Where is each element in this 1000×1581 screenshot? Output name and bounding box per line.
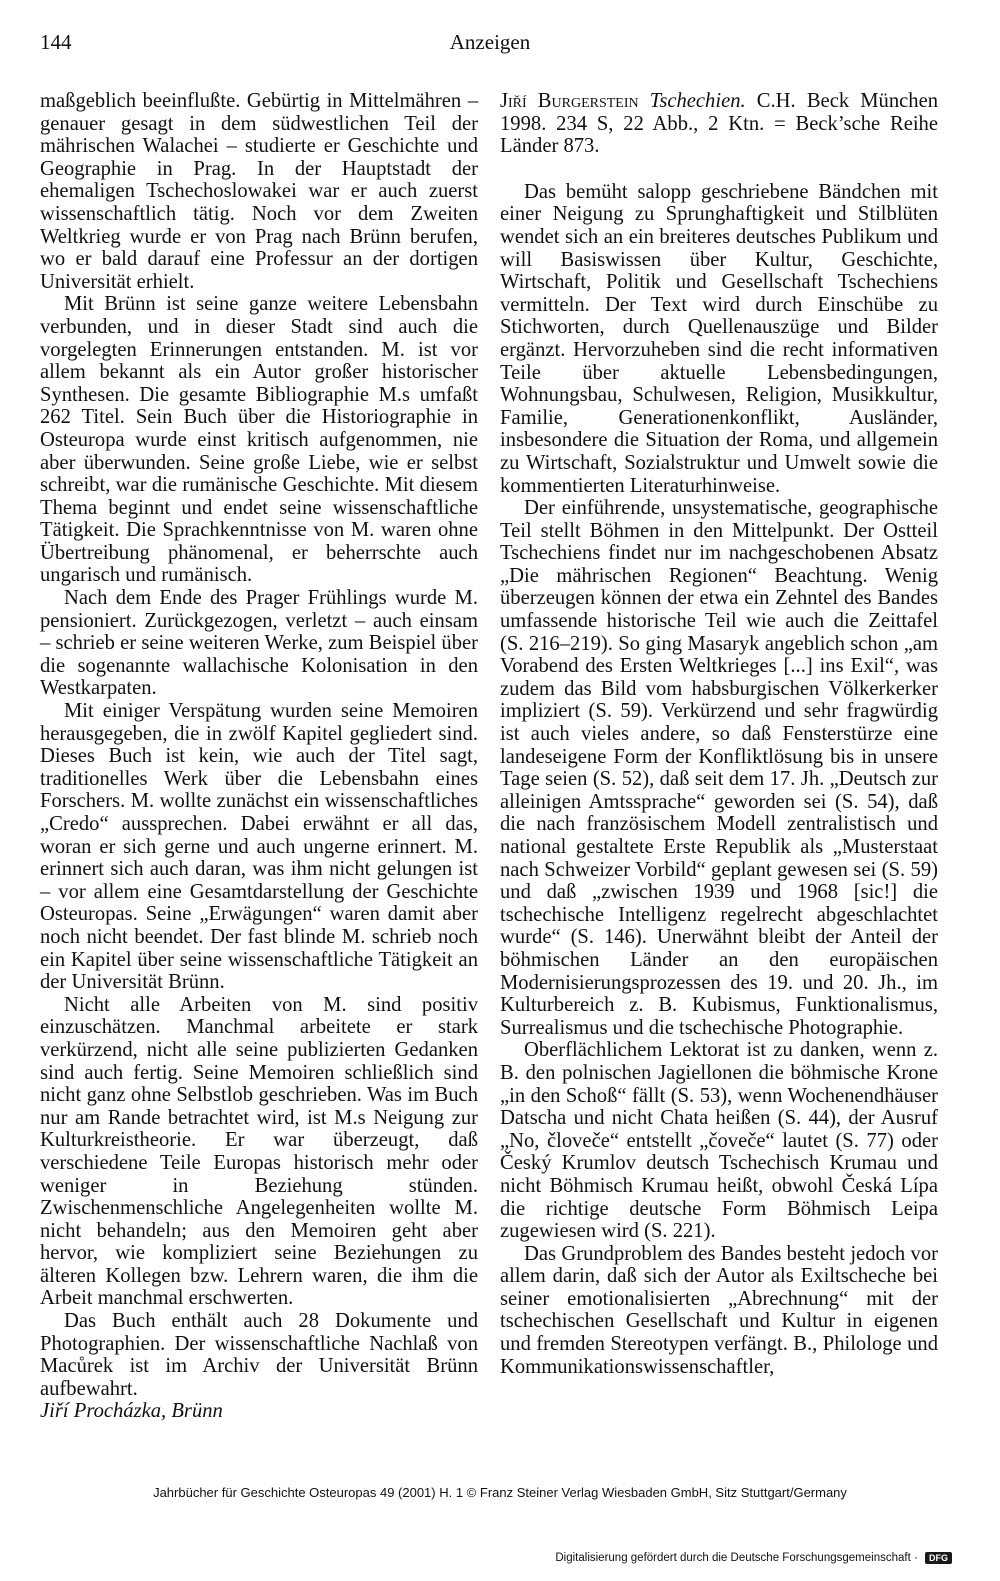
book-author: Jiří Burgerstein (500, 90, 639, 112)
paragraph: Das Buch enthält auch 28 Dokumente und Photographien. Der wissenschaftliche Nachlaß von Macůrek ist im Archiv der Universität Brünn aufbewahrt. (40, 1310, 478, 1400)
journal-citation: Jahrbücher für Geschichte Osteuropas 49 (2001) H. 1 © Franz Steiner Verlag Wiesbaden GmbH, Sitz Stuttgart/Germany (153, 1485, 847, 1500)
right-column (500, 90, 938, 1378)
dfg-logo-icon: DFG (925, 1552, 952, 1564)
book-details: C.H. Beck München 1998. 234 S, 22 Abb., 2 Ktn. = Beck’sche Reihe Länder 873. (500, 90, 939, 158)
paragraph: Oberflächlichem Lektorat ist zu danken, wenn z. B. den polnischen Jagiellonen die böhmische Krone „in den Schoß“ fällt (S. 53), wenn Wochenendhäuser Datscha und nicht Chata heißen (S. 44), der Ausruf „No, človeče“ entstellt „čoveče“ lautet (S. 77) oder Český Krumlov deutsch Tschechisch Krumau und nicht Böhmisch Krumau heißt, obwohl Česká Lípa die richtige deutsche Form Böhmisch Leipa zugewiesen wird (S. 221). (500, 1039, 938, 1243)
review-signature: Jiří Procházka, Brünn (40, 1400, 223, 1423)
running-title: Anzeigen (449, 30, 531, 54)
left-column (40, 90, 478, 1423)
page-number: 144 (40, 30, 72, 54)
paragraph: maßgeblich beeinflußte. Gebürtig in Mittelmähren – genauer gesagt in dem südwestlichen Teil der mährischen Walachei – studierte er Geschichte und Geographie in Prag. In der Hauptstadt der ehemaligen Tschechoslowakei war er auch zuerst wissenschaftlich tätig. Noch vor dem Zweiten Weltkrieg wurde er von Prag nach Brünn berufen, wo er bald darauf eine Professur an der dortigen Universität erhielt. (40, 90, 478, 293)
paragraph: Das bemüht salopp geschriebene Bändchen mit einer Neigung zu Sprunghaftigkeit und Stilblüten wendet sich an ein breiteres deutsches Publikum und will Basiswissen über Kultur, Geschichte, Wirtschaft, Politik und Gesellschaft Tschechiens vermitteln. Der Text wird durch Einschübe zu Stichworten, durch Quellenauszüge und Bilder ergänzt. Hervorzuheben sind die recht informativen Teile über aktuelle Lebensbedingungen, Wohnungsbau, Schulwesen, Religion, Musikkultur, Familie, Generationenkonflikt, Ausländer, insbesondere die Situation der Roma, und allgemein zu Wirtschaft, Sozialstruktur und Umwelt sowie die kommentierten Literaturhinweise. (500, 180, 938, 497)
paragraph: Der einführende, unsystematische, geographische Teil stellt Böhmen in den Mittelpunkt. Der Ostteil Tschechiens findet nur im nachgeschobenen Absatz „Die mährischen Regionen“ Beachtung. Wenig überzeugen können der etwa ein Zehntel des Bandes umfassende historische Teil wie auch die Zeittafel (S. 216–219). So ging Masaryk angeblich schon „am Vorabend des Ersten Weltkrieges [...] ins Exil“, was zudem das Bild vom habsburgischen Völkerkerker impliziert (S. 59). Verkürzend und sehr fragwürdig ist auch vieles andere, so daß Fensterstürze eine landeseigene Form der Konfliktlösung bis in unsere Tage seien (S. 52), daß seit dem 17. Jh. „Deutsch zur alleinigen Amtssprache“ geworden sei (S. 54), daß die nach französischem Modell zentralistisch und national gestaltete Erste Republik als „Musterstaat nach Schweizer Vorbild“ geplant gewesen sei (S. 59) und daß „zwischen 1939 und 1968 [sic!] die tschechische Intelligenz regelrecht abgeschlachtet wurde“ (S. 146). Unerwähnt bleibt der Anteil der böhmischen Länder an den europäischen Modernisierungsprozessen des 19. und 20. Jh., im Kulturbereich z. B. Kubismus, Funktionalismus, Surrealismus und die tschechische Photographie. (500, 497, 938, 1039)
bibliography-entry (500, 90, 938, 158)
paragraph: Das Grundproblem des Bandes besteht jedoch vor allem darin, daß sich der Autor als Exiltscheche bei seiner emotionalisierten „Abrechnung“ mit der tschechischen Gesellschaft und Kultur in eigenen und fremden Stereotypen verfängt. B., Philologe und Kommunikationswissenschaftler, (500, 1242, 938, 1378)
digitization-text: Digitalisierung gefördert durch die Deutsche Forschungsgemeinschaft · (555, 1552, 918, 1565)
book-title: Tschechien. (649, 90, 746, 112)
paragraph: Nicht alle Arbeiten von M. sind positiv einzuschätzen. Manchmal arbeitete er stark verkürzend, nicht alle seine publizierten Gedanken sind auch fertig. Seine Memoiren schließlich sind nicht ganz ohne Selbstlob geschrieben. Was im Buch nur am Rande betrachtet wird, ist M.s Neigung zur Kulturkreistheorie. Er war überzeugt, daß verschiedene Teile Europas historisch mehr oder weniger in Beziehung stünden. Zwischenmenschliche Angelegenheiten wollte M. nicht behandeln; aus den Memoiren geht aber hervor, wie kompliziert seine Beziehungen zu älteren Kollegen bzw. Lehrern waren, die ihm die Arbeit manchmal erschwerten. (40, 993, 478, 1310)
paragraph: Nach dem Ende des Prager Frühlings wurde M. pensioniert. Zurückgezogen, verletzt – auch einsam – schrieb er seine weiteren Werke, zum Beispiel über die sogenannte wallachische Kolonisation in den Westkarpaten. (40, 587, 478, 700)
page-header (40, 30, 940, 60)
paragraph: Mit Brünn ist seine ganze weitere Lebensbahn verbunden, und in dieser Stadt sind auch die vorgelegten Erinnerungen entstanden. M. ist vor allem bekannt als ein Autor großer historischer Synthesen. Die gesamte Bibliographie M.s umfaßt 262 Titel. Sein Buch über die Historiographie in Osteuropa wurde einst kritisch aufgenommen, nie aber überwunden. Seine große Liebe, wie er selbst schreibt, war die rumänische Geschichte. Mit diesem Thema beginnt und endet seine wissenschaftliche Tätigkeit. Die Sprachkenntnisse von M. waren ohne Übertreibung phänomenal, er beherrschte auch ungarisch und rumänisch. (40, 293, 478, 587)
digitization-note (555, 1552, 952, 1564)
paragraph: Mit einiger Verspätung wurden seine Memoiren herausgegeben, die in zwölf Kapitel gegliedert sind. Dieses Buch ist kein, wie auch der Titel sagt, traditionelles Werk über die Lebensbahn eines Forschers. M. wollte zunächst ein wissenschaftliches „Credo“ aussprechen. Dabei erwähnt er all das, woran er sich gerne und auch ungerne erinnert. M. erinnert sich auch daran, was ihm nicht gelungen ist – vor allem eine Gesamtdarstellung der Geschichte Osteuropas. Seine „Erwägungen“ waren damit aber noch nicht beendet. Der fast blinde M. schrieb noch ein Kapitel über seine wissenschaftliche Tätigkeit an der Universität Brünn. (40, 700, 478, 994)
